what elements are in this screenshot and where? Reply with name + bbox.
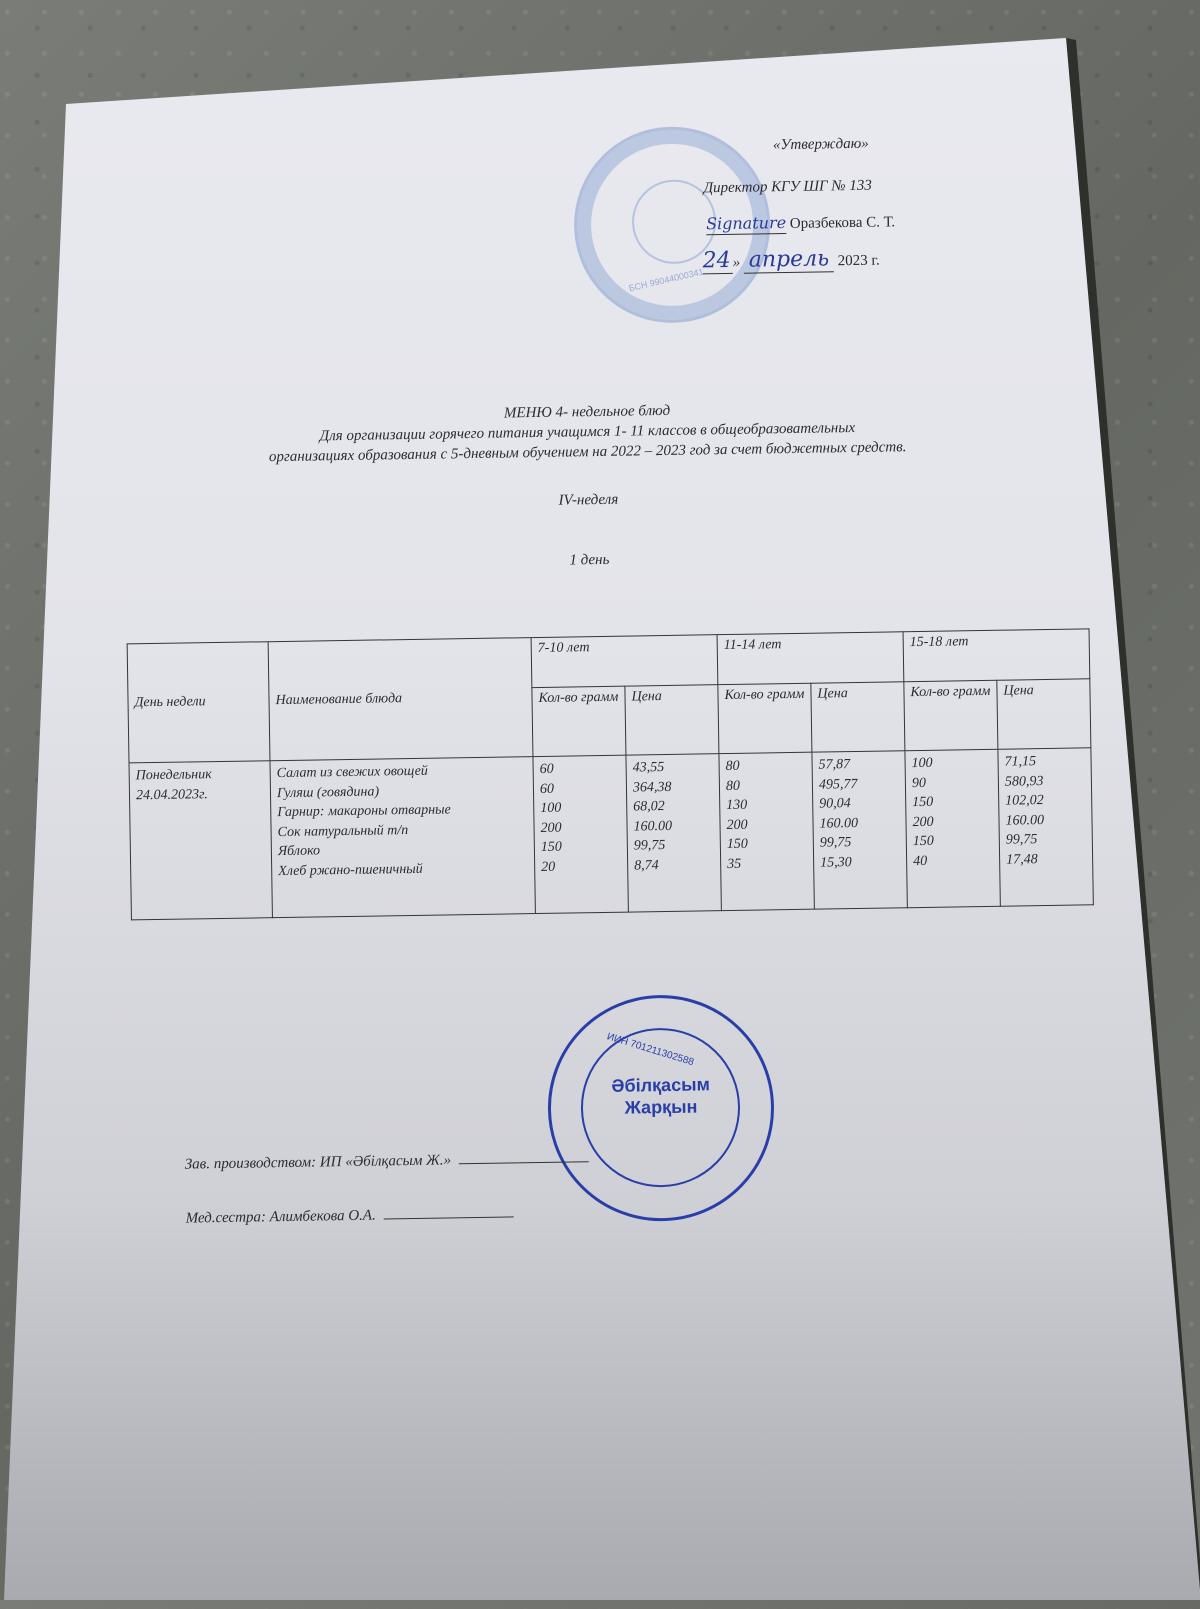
cell-qty-11-14 (719, 752, 814, 910)
dish-item: Яблоко (277, 843, 321, 860)
cell-price-7-10 (626, 754, 721, 912)
day-date: 24.04.2023г. (135, 786, 208, 803)
price-value: 68,02 (633, 799, 665, 815)
qty-value: 40 (913, 853, 928, 869)
price-value: 17,48 (1006, 851, 1038, 868)
qty-value: 90 (911, 775, 927, 791)
price-value: 102,02 (1005, 793, 1044, 809)
header-qty: Кол-во грамм (718, 683, 812, 753)
qty-value: 200 (726, 817, 748, 833)
cell-qty-7-10 (533, 755, 628, 913)
director-position: Директор КГУ ШГ № 133 (703, 177, 872, 197)
director-signature: Signature (705, 213, 787, 234)
qty-value: 130 (726, 797, 748, 814)
cell-day (129, 761, 272, 920)
price-value: 580,93 (1004, 773, 1044, 790)
production-head-line (185, 1150, 589, 1173)
date-month: апрель (744, 246, 834, 273)
qty-value: 150 (912, 833, 934, 850)
qty-value: 100 (911, 755, 933, 772)
header-age-7-10: 7-10 лет (531, 635, 718, 688)
seal-bin: БСН 99044000341 (627, 266, 705, 294)
production-head-label: Зав. производством: ИП «Әбілқасым Ж.» (184, 1152, 452, 1173)
dish-item: Сок натуральный т/п (277, 822, 409, 840)
qty-value: 20 (541, 859, 556, 875)
director-name: Оразбекова С. Т. (789, 214, 896, 232)
qty-value: 150 (726, 836, 748, 853)
day-name: Понедельник (135, 767, 212, 784)
price-value: 43,55 (632, 760, 665, 776)
price-value: 8,74 (634, 857, 659, 873)
header-price: Цена (625, 685, 719, 755)
header-qty: Кол-во грамм (532, 686, 626, 756)
ip-stamp (546, 993, 776, 1223)
cell-price-11-14 (812, 751, 907, 909)
header-price: Цена (811, 682, 905, 752)
date-quote: » (732, 254, 741, 271)
price-value: 160.00 (633, 818, 673, 834)
title-line-3: организациях образования с 5-дневным обучением на 2022 – 2023 год за счет бюджетных средств. (268, 439, 907, 466)
cell-price-15-18 (998, 748, 1093, 906)
header-age-15-18: 15-18 лет (903, 629, 1090, 682)
title-line-1: МЕНЮ 4- недельное блюд (503, 402, 671, 422)
price-value: 160.00 (819, 815, 859, 832)
nurse-label: Мед.сестра: Алимбекова О.А. (185, 1207, 376, 1227)
approval-heading: «Утверждаю» (772, 135, 869, 154)
stamp-name: Әбілқасым Жарқын (611, 1074, 710, 1118)
title-line-2: Для организации горячего питания учащимся 1- 11 классов в общеобразовательных (319, 419, 856, 445)
price-value: 99,75 (1005, 832, 1038, 848)
price-value: 90,04 (819, 796, 851, 812)
qty-value: 200 (540, 820, 562, 836)
price-value: 15,30 (820, 854, 852, 871)
dish-item: Хлеб ржано-пшеничный (278, 861, 423, 879)
qty-value: 150 (540, 839, 562, 855)
qty-value: 60 (539, 781, 555, 797)
price-value: 57,87 (818, 757, 851, 773)
menu-table (127, 628, 1094, 920)
nurse-line (186, 1205, 514, 1227)
dish-item: Салат из свежих овощей (276, 763, 428, 782)
nurse-signature-line (384, 1216, 514, 1219)
cell-qty-15-18 (905, 749, 1000, 907)
qty-value: 200 (912, 814, 934, 830)
week-label: IV-неделя (558, 491, 619, 509)
table-row (129, 748, 1093, 920)
price-value: 71,15 (1004, 754, 1037, 770)
header-dish-name: Наименование блюда (268, 638, 533, 761)
qty-value: 150 (912, 794, 934, 811)
cell-dishes (270, 757, 535, 918)
date-year: 2023 г. (837, 252, 880, 270)
dish-item: Гарнир: макароны отварные (277, 802, 451, 821)
price-value: 495,77 (818, 776, 858, 793)
dish-item: Гуляш (говядина) (276, 783, 380, 801)
document-title (177, 396, 998, 469)
qty-value: 60 (539, 761, 554, 777)
day-label: 1 день (569, 551, 610, 569)
price-value: 99,75 (633, 838, 666, 854)
price-value: 160.00 (1005, 812, 1045, 829)
qty-value: 35 (727, 856, 742, 872)
qty-value: 100 (540, 800, 562, 816)
header-day-of-week: День недели (127, 642, 270, 763)
production-head-signature-line (459, 1161, 589, 1164)
date-day: 24 (702, 248, 732, 274)
header-qty: Кол-во грамм (904, 680, 998, 750)
header-price: Цена (997, 679, 1091, 749)
approval-block (693, 134, 973, 274)
qty-value: 80 (725, 758, 740, 775)
price-value: 99,75 (819, 835, 852, 851)
price-value: 364,38 (632, 779, 672, 796)
header-age-11-14: 11-14 лет (717, 632, 904, 685)
qty-value: 80 (725, 778, 741, 794)
stamp-iin: ИИН 701211302588 (605, 1031, 696, 1069)
